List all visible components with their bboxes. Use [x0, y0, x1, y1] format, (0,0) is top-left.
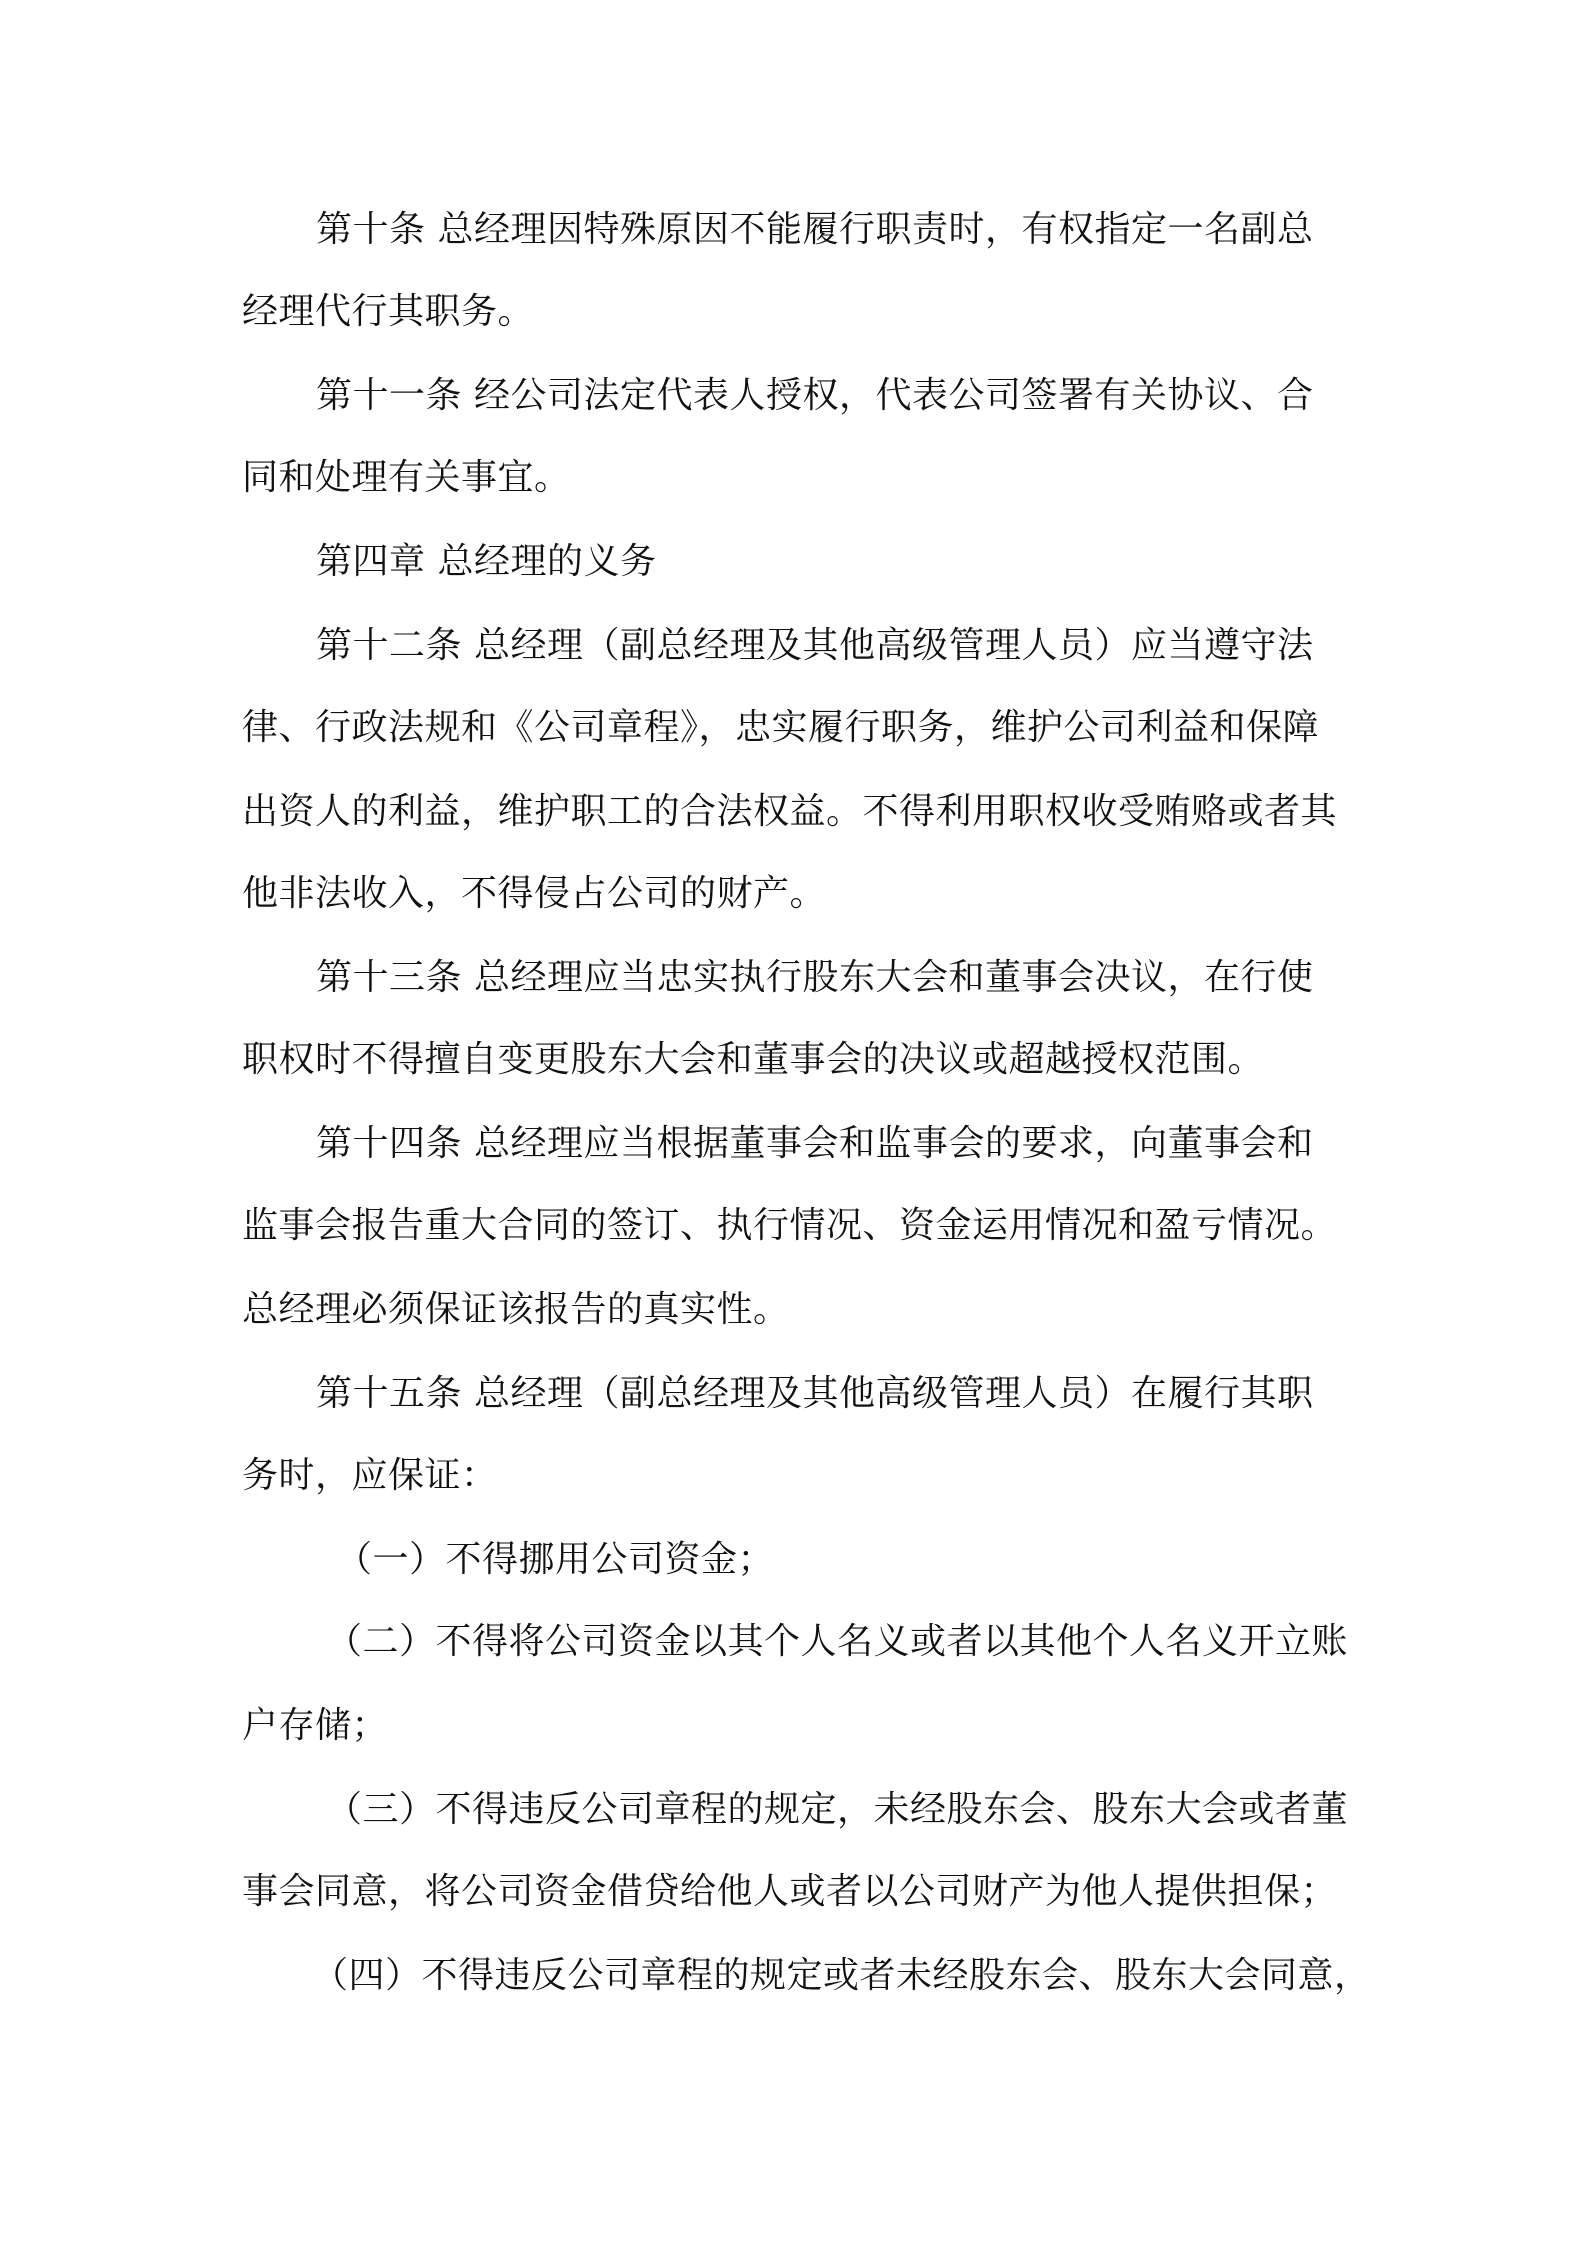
item-2-line-2: 户存储；: [242, 1705, 389, 1746]
chapter-4-heading: 第四章 总经理的义务: [316, 541, 657, 582]
item-4-line-1: （四）不得违反公司章程的规定或者未经股东会、股东大会同意，: [312, 1955, 1371, 1996]
article-13-line-2: 职权时不得擅自变更股东大会和董事会的决议或超越授权范围。: [242, 1039, 1265, 1080]
article-11-line-2: 同和处理有关事宜。: [242, 457, 571, 498]
article-14-line-1: 第十四条 总经理应当根据董事会和监事会的要求，向董事会和: [316, 1123, 1314, 1164]
article-12-line-3: 出资人的利益，维护职工的合法权益。不得利用职权收受贿赂或者其: [242, 791, 1338, 832]
article-12-line-2: 律、行政法规和《公司章程》，忠实履行职务，维护公司利益和保障: [242, 707, 1320, 748]
article-12-line-4: 他非法收入，不得侵占公司的财产。: [242, 873, 827, 914]
article-15-line-1: 第十五条 总经理（副总经理及其他高级管理人员）在履行其职: [316, 1373, 1314, 1414]
article-10-line-2: 经理代行其职务。: [242, 291, 535, 332]
article-12-line-1: 第十二条 总经理（副总经理及其他高级管理人员）应当遵守法: [316, 625, 1314, 666]
article-10-line-1: 第十条 总经理因特殊原因不能履行职责时，有权指定一名副总: [316, 209, 1314, 250]
item-2-line-1: （二）不得将公司资金以其个人名义或者以其他个人名义开立账: [326, 1621, 1349, 1662]
article-13-line-1: 第十三条 总经理应当忠实执行股东大会和董事会决议，在行使: [316, 957, 1314, 998]
item-3-line-2: 事会同意，将公司资金借贷给他人或者以公司财产为他人提供担保；: [242, 1871, 1338, 1912]
article-15-line-2: 务时，应保证：: [242, 1455, 498, 1496]
article-14-line-2: 监事会报告重大合同的签订、执行情况、资金运用情况和盈亏情况。: [242, 1205, 1338, 1246]
item-3-line-1: （三）不得违反公司章程的规定，未经股东会、股东大会或者董: [326, 1789, 1349, 1830]
article-11-line-1: 第十一条 经公司法定代表人授权，代表公司签署有关协议、合: [316, 375, 1314, 416]
article-14-line-3: 总经理必须保证该报告的真实性。: [242, 1289, 790, 1330]
item-1-line-1: （一）不得挪用公司资金；: [336, 1539, 775, 1580]
